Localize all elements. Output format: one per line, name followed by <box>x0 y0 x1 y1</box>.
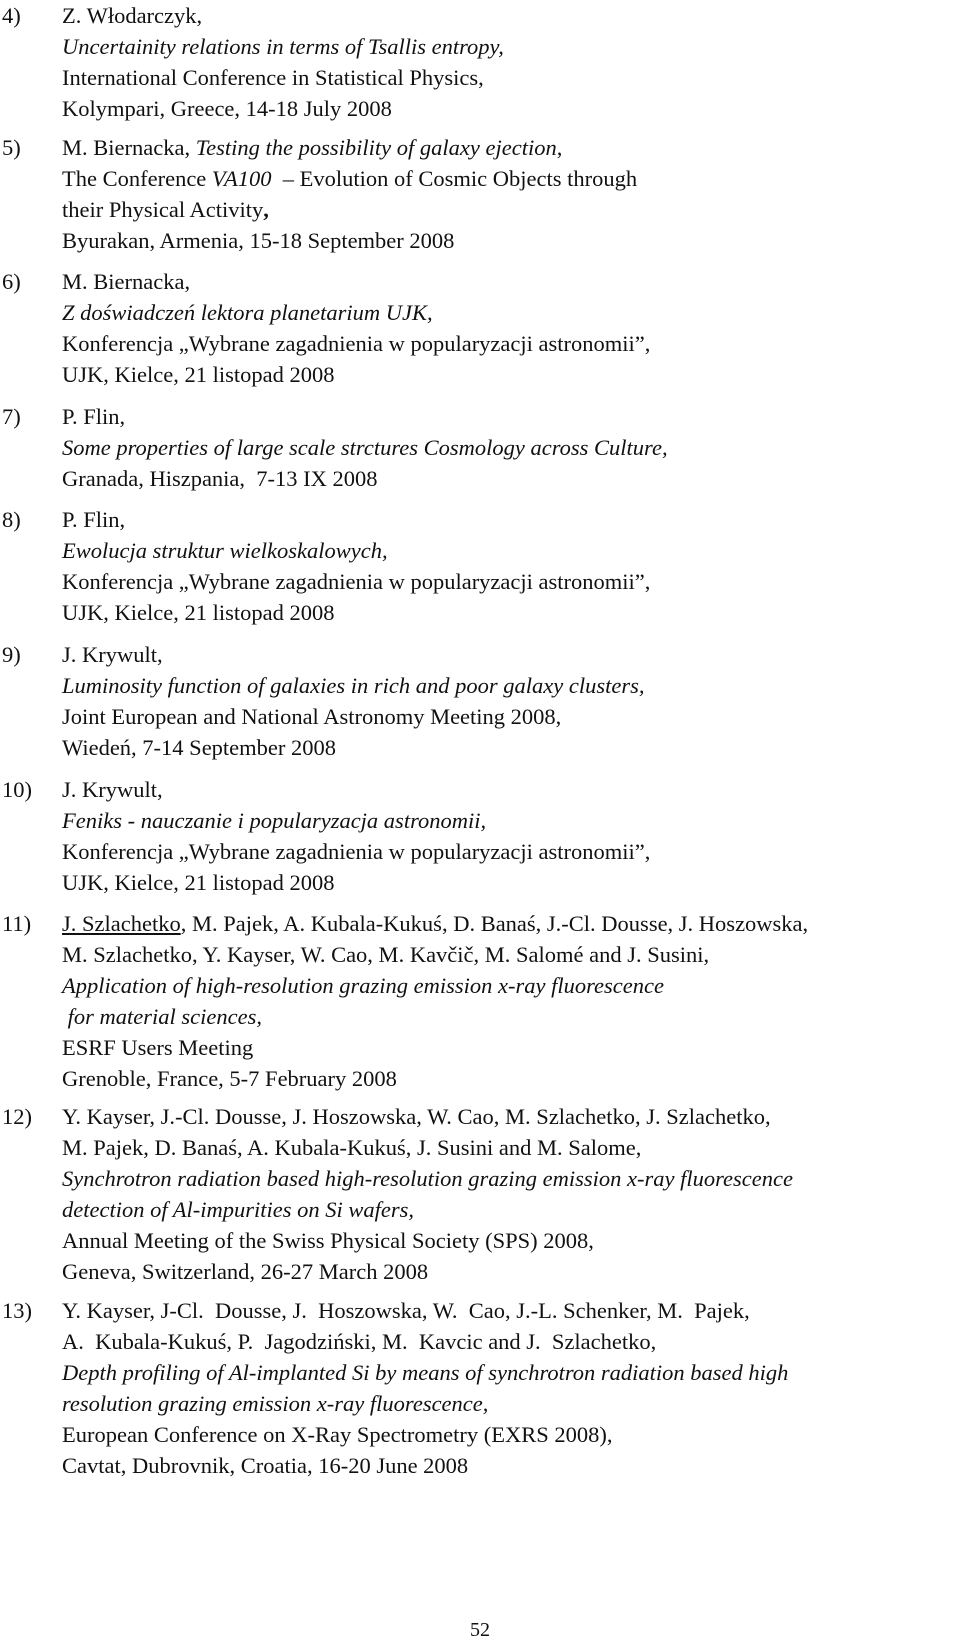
entry-place: Cavtat, Dubrovnik, Croatia, 16-20 June 2008 <box>62 1453 469 1478</box>
entry-title: Testing the possibility of galaxy ejection <box>195 135 557 160</box>
entry-title: Depth profiling of Al-implanted Si by means of synchrotron radiation based high <box>62 1360 789 1385</box>
entry-title: Application of high-resolution grazing emission x-ray fluorescence <box>62 973 664 998</box>
entry-author: Y. Kayser, J.-Cl. Dousse, J. Hoszowska, W. Cao, M. Szlachetko, J. Szlachetko, <box>62 1104 771 1129</box>
entry-venue: Konferencja „Wybrane zagadnienia w popularyzacji astronomii”, <box>62 569 651 594</box>
entry-author-line2: A. Kubala-Kukuś, P. Jagodziński, M. Kavcic and J. Szlachetko, <box>62 1329 657 1354</box>
entry-author <box>62 910 808 938</box>
entry-author-line2: M. Pajek, D. Banaś, A. Kubala-Kukuś, J. Susini and M. Salome, <box>62 1135 642 1160</box>
entry-place: Wiedeń, 7-14 September 2008 <box>62 735 337 760</box>
entry-venue-line2-text: their Physical Activity <box>62 197 264 222</box>
entry-venue: Konferencja „Wybrane zagadnienia w popularyzacji astronomii”, <box>62 839 651 864</box>
entry-title: Z doświadczeń lektora planetarium UJK, <box>62 300 433 325</box>
entry-place: Geneva, Switzerland, 26-27 March 2008 <box>62 1259 429 1284</box>
entry-title: Luminosity function of galaxies in rich and poor galaxy clusters, <box>62 673 645 698</box>
entry-title: Synchrotron radiation based high-resolution grazing emission x-ray fluorescence <box>62 1166 793 1191</box>
entry-title: Some properties of large scale strctures Cosmology across Culture, <box>62 435 668 460</box>
entry-author-underlined: J. Szlachetko <box>62 911 181 936</box>
entry-venue: European Conference on X-Ray Spectrometry (EXRS 2008), <box>62 1422 613 1447</box>
entry-number: 6) <box>2 269 21 294</box>
entry-title-line2: resolution grazing emission x-ray fluorescence, <box>62 1391 489 1416</box>
entry-venue: International Conference in Statistical Physics, <box>62 65 484 90</box>
entry-number: 10) <box>2 777 32 802</box>
entry-title: Uncertainity relations in terms of Tsallis entropy, <box>62 34 504 59</box>
entry-venue <box>62 165 637 193</box>
entry-title-line2: for material sciences, <box>62 1004 262 1029</box>
entry-number: 4) <box>2 3 21 28</box>
entry-number: 12) <box>2 1104 32 1129</box>
entry-venue: Annual Meeting of the Swiss Physical Society (SPS) 2008, <box>62 1228 594 1253</box>
entry-author-rest: , M. Pajek, A. Kubala-Kukuś, D. Banaś, J.-Cl. Dousse, J. Hoszowska, <box>180 911 809 936</box>
entry-place: Grenoble, France, 5-7 February 2008 <box>62 1066 397 1091</box>
entry-place: UJK, Kielce, 21 listopad 2008 <box>62 870 335 895</box>
entry-number: 8) <box>2 507 21 532</box>
entry-author: P. Flin, <box>62 507 126 532</box>
entry-venue-line2 <box>62 196 269 224</box>
entry-venue-line2-comma: , <box>263 197 269 222</box>
entry-author-line2: M. Szlachetko, Y. Kayser, W. Cao, M. Kavčič, M. Salomé and J. Susini, <box>62 942 710 967</box>
entry-venue-code: VA100 <box>211 166 272 191</box>
entry-author: P. Flin, <box>62 404 126 429</box>
entry-title: Ewolucja struktur wielkoskalowych, <box>62 538 388 563</box>
entry-place: Byurakan, Armenia, 15-18 September 2008 <box>62 228 455 253</box>
entry-title-suffix: , <box>556 135 563 160</box>
entry-number: 9) <box>2 642 21 667</box>
entry-title: Feniks - nauczanie i popularyzacja astronomii, <box>62 808 487 833</box>
entry-title-line2: detection of Al-impurities on Si wafers, <box>62 1197 415 1222</box>
entry-author: Y. Kayser, J-Cl. Dousse, J. Hoszowska, W. Cao, J.-L. Schenker, M. Pajek, <box>62 1298 750 1323</box>
entry-author: J. Krywult, <box>62 777 163 802</box>
entry-place: UJK, Kielce, 21 listopad 2008 <box>62 600 335 625</box>
entry-number: 7) <box>2 404 21 429</box>
entry-author: J. Krywult, <box>62 642 163 667</box>
entry-place: UJK, Kielce, 21 listopad 2008 <box>62 362 335 387</box>
entry-author: M. Biernacka, <box>62 135 196 160</box>
entry-author-title <box>62 134 562 162</box>
entry-number: 13) <box>2 1298 32 1323</box>
entry-venue-prefix: The Conference <box>62 166 212 191</box>
entry-number: 11) <box>2 911 32 936</box>
entry-author: M. Biernacka, <box>62 269 191 294</box>
entry-venue: ESRF Users Meeting <box>62 1035 254 1060</box>
entry-venue: Joint European and National Astronomy Meeting 2008, <box>62 704 562 729</box>
entry-venue: Konferencja „Wybrane zagadnienia w popularyzacji astronomii”, <box>62 331 651 356</box>
entry-place: Kolympari, Greece, 14-18 July 2008 <box>62 96 392 121</box>
page-number: 52 <box>470 1619 490 1641</box>
entry-place: Granada, Hiszpania, 7-13 IX 2008 <box>62 466 378 491</box>
entry-author: Z. Włodarczyk, <box>62 3 203 28</box>
entry-number: 5) <box>2 135 21 160</box>
entry-venue-rest: – Evolution of Cosmic Objects through <box>271 166 638 191</box>
